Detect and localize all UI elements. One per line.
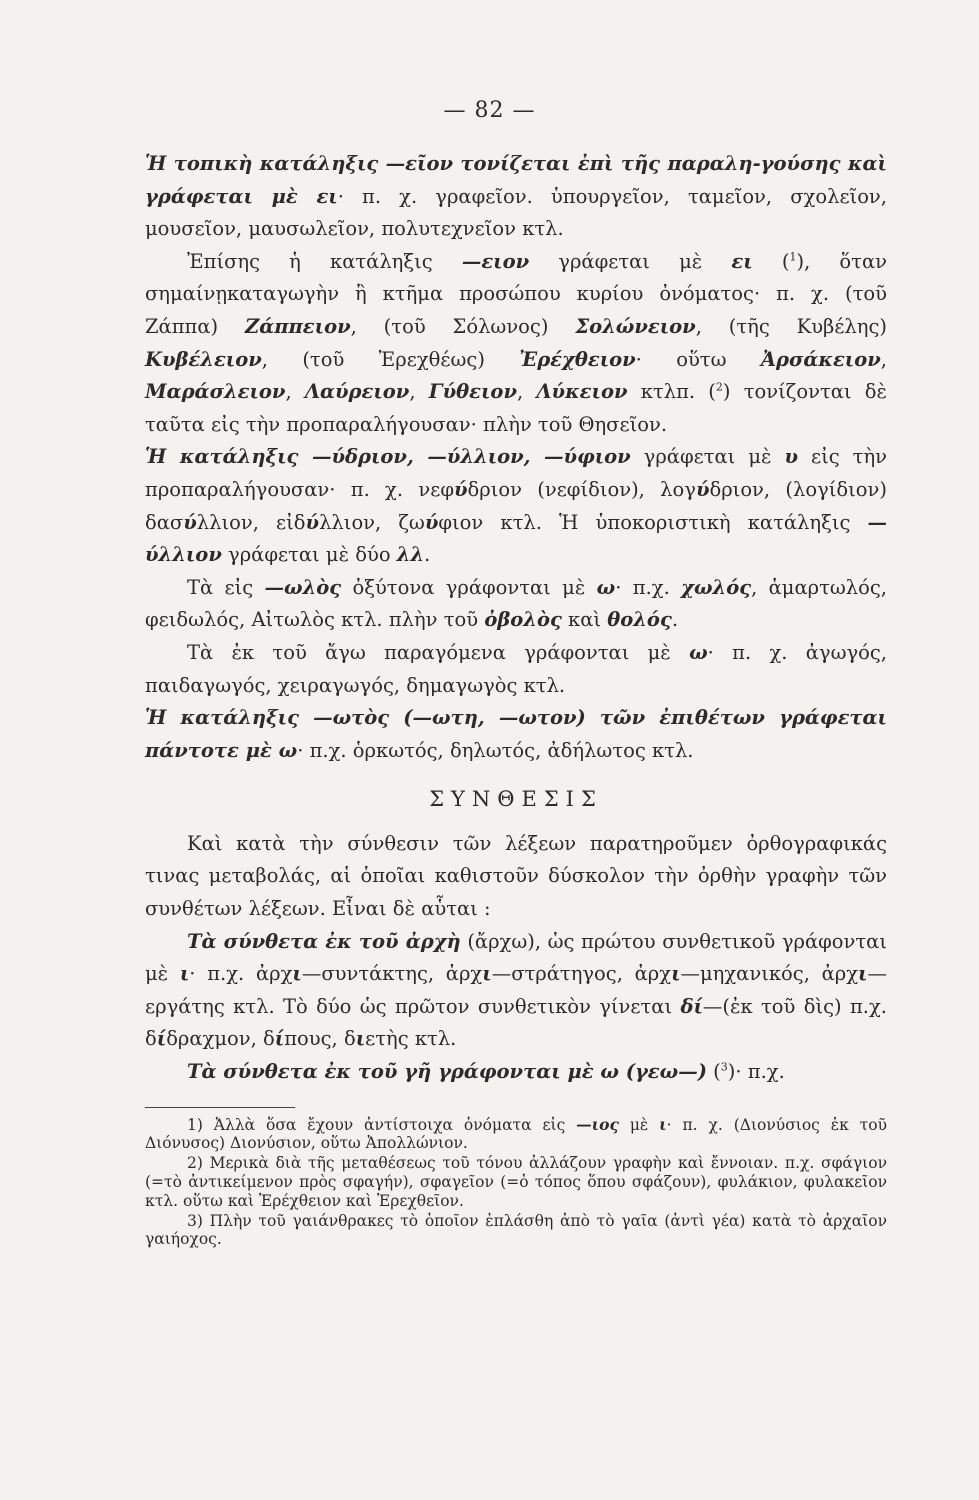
text-run: · οὕτω bbox=[635, 347, 761, 371]
text-run: ετὴς κτλ. bbox=[365, 1027, 457, 1051]
emphasized-text: Ἡ κατάληξις —ύδριον, —ύλλιον, —ύφιον bbox=[145, 445, 631, 469]
paragraph-f2 bbox=[145, 1154, 887, 1210]
emphasized-text: ύ bbox=[305, 510, 320, 534]
text-run: πους, δ bbox=[284, 1027, 356, 1051]
text-run: )· π.χ. bbox=[727, 1060, 785, 1084]
text-run: 1) Ἀλλὰ ὅσα ἔχουν ἀντίστοιχα ὀνόματα εἰς bbox=[187, 1115, 577, 1134]
text-run: Καὶ κατὰ τὴν σύνθεσιν τῶν λέξεων παρατηροῦμεν ὀρθογραφικάς τινας μεταβολάς, αἱ ὁποῖαι καθιστοῦν δύσκολον τὴν ὀρθὴν γραφὴν τῶν συνθέτων λέξεων. Εἶναι δὲ αὗται : bbox=[145, 831, 887, 921]
paragraph-p2 bbox=[145, 246, 887, 442]
text-run: —στράτηγος, ἀρχ bbox=[491, 962, 672, 986]
paragraph-p3 bbox=[145, 441, 887, 571]
text-run: —εργάτης κτλ. Τὸ δύο ὡς πρῶτον συνθετικὸν γίνεται bbox=[145, 962, 887, 1018]
emphasized-text: ω bbox=[689, 640, 708, 664]
text-run: —συντάκτης, ἀρχ bbox=[301, 962, 483, 986]
text-run: ὀξύτονα γράφονται μὲ bbox=[341, 575, 597, 599]
footnote-ref: 2 bbox=[715, 380, 723, 394]
text-run: (ἄρχω), ὡς πρώτου συνθετικοῦ γράφονται μὲ bbox=[145, 929, 887, 986]
paragraph-q3 bbox=[145, 1056, 887, 1089]
emphasized-text: ι bbox=[858, 962, 868, 986]
emphasized-text: θολός bbox=[607, 608, 672, 632]
paragraphs-synthesis bbox=[145, 828, 887, 1089]
text-run: Τὰ ἐκ τοῦ ἄγω παραγόμενα γράφονται μὲ bbox=[187, 640, 690, 664]
emphasized-text: Μαράσλειον bbox=[145, 380, 286, 404]
text-run: γράφεται μὲ bbox=[630, 445, 785, 469]
emphasized-text: ι bbox=[482, 962, 492, 986]
emphasized-text: ύ bbox=[453, 477, 468, 501]
footnote-ref: 1 bbox=[789, 250, 797, 264]
text-run: , (τοῦ Ἐρεχθέως) bbox=[261, 347, 520, 371]
footnotes bbox=[145, 1116, 887, 1250]
emphasized-text: ὀβολὸς bbox=[484, 608, 562, 632]
text-run: κτλπ. ( bbox=[627, 380, 716, 404]
text-run: , bbox=[516, 380, 537, 404]
emphasized-text: —ιος bbox=[576, 1114, 619, 1134]
emphasized-text: Γύθειον bbox=[428, 380, 517, 404]
text-run: , bbox=[409, 380, 429, 404]
section-heading: ΣΥΝΘΕΣΙΣ bbox=[429, 787, 603, 812]
emphasized-text: λλ bbox=[396, 543, 425, 567]
emphasized-text: ί bbox=[274, 1027, 285, 1051]
emphasized-text: Τὰ σύνθετα ἐκ τοῦ ἀρχὴ bbox=[187, 929, 461, 953]
emphasized-text: ύ bbox=[424, 510, 439, 534]
text-run: , bbox=[880, 347, 887, 371]
emphasized-text: —ωλὸς bbox=[264, 575, 342, 599]
text-run: , bbox=[285, 380, 305, 404]
paragraph-p6 bbox=[145, 702, 887, 767]
text-run: καὶ bbox=[561, 608, 608, 632]
text-run: · π. χ. ἀγωγός, παιδαγωγός, χειραγωγός, δημαγωγὸς κτλ. bbox=[145, 640, 888, 697]
paragraph-f1 bbox=[145, 1116, 887, 1154]
emphasized-text: Λύκειον bbox=[536, 380, 628, 404]
emphasized-text: χωλός bbox=[681, 575, 752, 599]
emphasized-text: ι bbox=[292, 962, 302, 986]
emphasized-text: Σολώνειον bbox=[575, 314, 696, 338]
text-run: φιον κτλ. Ἡ ὑποκοριστικὴ κατάληξις bbox=[438, 510, 868, 534]
text-run: . bbox=[671, 608, 679, 632]
page-body bbox=[145, 148, 887, 1250]
emphasized-text: υ bbox=[784, 445, 798, 469]
text-run: , ἁμαρτωλός, φειδωλός, Αἰτωλὸς κτλ. πλὴν τοῦ bbox=[145, 575, 888, 632]
text-run: δριον, (λογίδιον) δασ bbox=[145, 477, 887, 534]
text-run: γράφεται μὲ δύο bbox=[221, 543, 397, 567]
text-run: λλιον, εἰδ bbox=[196, 510, 306, 534]
emphasized-text: ι bbox=[671, 962, 681, 986]
footnote-ref: 3 bbox=[720, 1060, 728, 1074]
text-run: —(ἐκ τοῦ δὶς) π.χ. δ bbox=[145, 994, 887, 1051]
emphasized-text: Λαύρειον bbox=[304, 380, 410, 404]
text-run: 2) Μερικὰ διὰ τῆς μεταθέσεως τοῦ τόνου ἀλλάζουν γραφὴν καὶ ἔννοιαν. π.χ. σφάγιον (=τὸ ἀντικείμενον πρὸς σφαγήν), σφαγεῖον (=ὁ τόπος ὅπου σφάζουν), φυλάκιον, φυλακεῖον κτλ. οὕτω καὶ Ἐρέχθειον καὶ Ἐρεχθεῖον. bbox=[145, 1154, 887, 1210]
text-run: , (τοῦ Σόλωνος) bbox=[350, 314, 576, 338]
emphasized-text: Ἡ τοπικὴ κατάληξις —εῖον τονίζεται ἐπὶ τῆς παραλη-γούσης καὶ γράφεται μὲ ει bbox=[145, 152, 887, 208]
emphasized-text: —ύλλιον bbox=[145, 510, 888, 567]
emphasized-text: δί bbox=[680, 994, 703, 1018]
emphasized-text: —ειον bbox=[461, 249, 530, 273]
paragraph-p4 bbox=[145, 572, 887, 637]
paragraph-q1 bbox=[145, 828, 887, 926]
text-run: λλιον, ζω bbox=[319, 510, 425, 534]
text-run: , (τῆς Κυβέλης) bbox=[695, 314, 887, 338]
paragraph-f3 bbox=[145, 1212, 887, 1250]
text-run: δραχμον, δ bbox=[166, 1027, 275, 1051]
page-number: — 82 — bbox=[443, 98, 536, 123]
emphasized-text: ύ bbox=[695, 477, 710, 501]
emphasized-text: Κυβέλειον bbox=[145, 347, 262, 371]
emphasized-text: Ἡ κατάληξις —ωτὸς (—ωτη, —ωτον) τῶν ἐπιθέτων γράφεται πάντοτε μὲ ω bbox=[145, 706, 887, 762]
paragraph-q2 bbox=[145, 926, 887, 1056]
text-run: · π. χ. γραφεῖον. ὑπουργεῖον, ταμεῖον, σχολεῖον, μουσεῖον, μαυσωλεῖον, πολυτεχνεῖον κτλ. bbox=[145, 184, 887, 241]
paragraphs-main bbox=[145, 148, 887, 767]
text-run: · π.χ. ἀρχ bbox=[189, 962, 293, 986]
text-run: · π.χ. bbox=[615, 575, 682, 599]
emphasized-text: ει bbox=[731, 249, 753, 273]
text-run: ( bbox=[706, 1060, 721, 1084]
text-run: ) τονίζονται δὲ ταῦτα εἰς τὴν προπαραλήγουσαν· πλὴν τοῦ Θησεῖον. bbox=[145, 380, 887, 436]
emphasized-text: ύ bbox=[183, 510, 197, 534]
emphasized-text: ι bbox=[355, 1027, 366, 1051]
text-run: μὲ bbox=[618, 1115, 660, 1134]
text-run: ( bbox=[752, 249, 790, 273]
emphasized-text: ι bbox=[179, 962, 190, 986]
emphasized-text: Τὰ σύνθετα ἐκ τοῦ γῆ γράφονται μὲ ω (γεω—) bbox=[187, 1060, 707, 1084]
text-run: · π. χ. (Διονύσιος ἐκ τοῦ Διόνυσος) Διονύσιον, οὕτω Ἀπολλώνιον. bbox=[145, 1115, 887, 1153]
text-run: εἰς τὴν προπαραλήγουσαν· π. χ. νεφ bbox=[145, 445, 887, 501]
text-run: · π.χ. ὁρκωτός, δηλωτός, ἀδήλωτος κτλ. bbox=[297, 738, 694, 762]
emphasized-text: ω bbox=[596, 575, 616, 599]
emphasized-text: Ἐρέχθειον bbox=[519, 347, 636, 371]
emphasized-text: Ζάππειον bbox=[245, 314, 351, 338]
footnote-rule bbox=[145, 1107, 295, 1108]
emphasized-text: ί bbox=[156, 1027, 167, 1051]
text-run: Τὰ εἰς bbox=[187, 575, 265, 599]
text-run: . bbox=[424, 543, 431, 567]
emphasized-text: ι bbox=[659, 1114, 667, 1134]
emphasized-text: Ἀρσάκειον bbox=[760, 347, 881, 371]
text-run: ), ὅταν σημαίνῃκαταγωγὴν ἢ κτῆμα προσώπου κυρίου ὀνόματος· π. χ. (τοῦ Ζάππα) bbox=[145, 249, 887, 338]
text-run: γράφεται μὲ bbox=[529, 249, 732, 273]
text-run: Ἐπίσης ἡ κατάληξις bbox=[187, 249, 462, 273]
paragraph-p5 bbox=[145, 637, 887, 702]
paragraph-p1 bbox=[145, 148, 887, 246]
text-run: δριον (νεφίδιον), λογ bbox=[467, 477, 696, 501]
text-run: 3) Πλὴν τοῦ γαιάνθρακες τὸ ὁποῖον ἐπλάσθη ἀπὸ τὸ γαῖα (ἀντὶ γέα) κατὰ τὸ ἀρχαῖον γαιήοχος. bbox=[145, 1211, 887, 1249]
text-run: —μηχανικός, ἀρχ bbox=[680, 962, 859, 986]
